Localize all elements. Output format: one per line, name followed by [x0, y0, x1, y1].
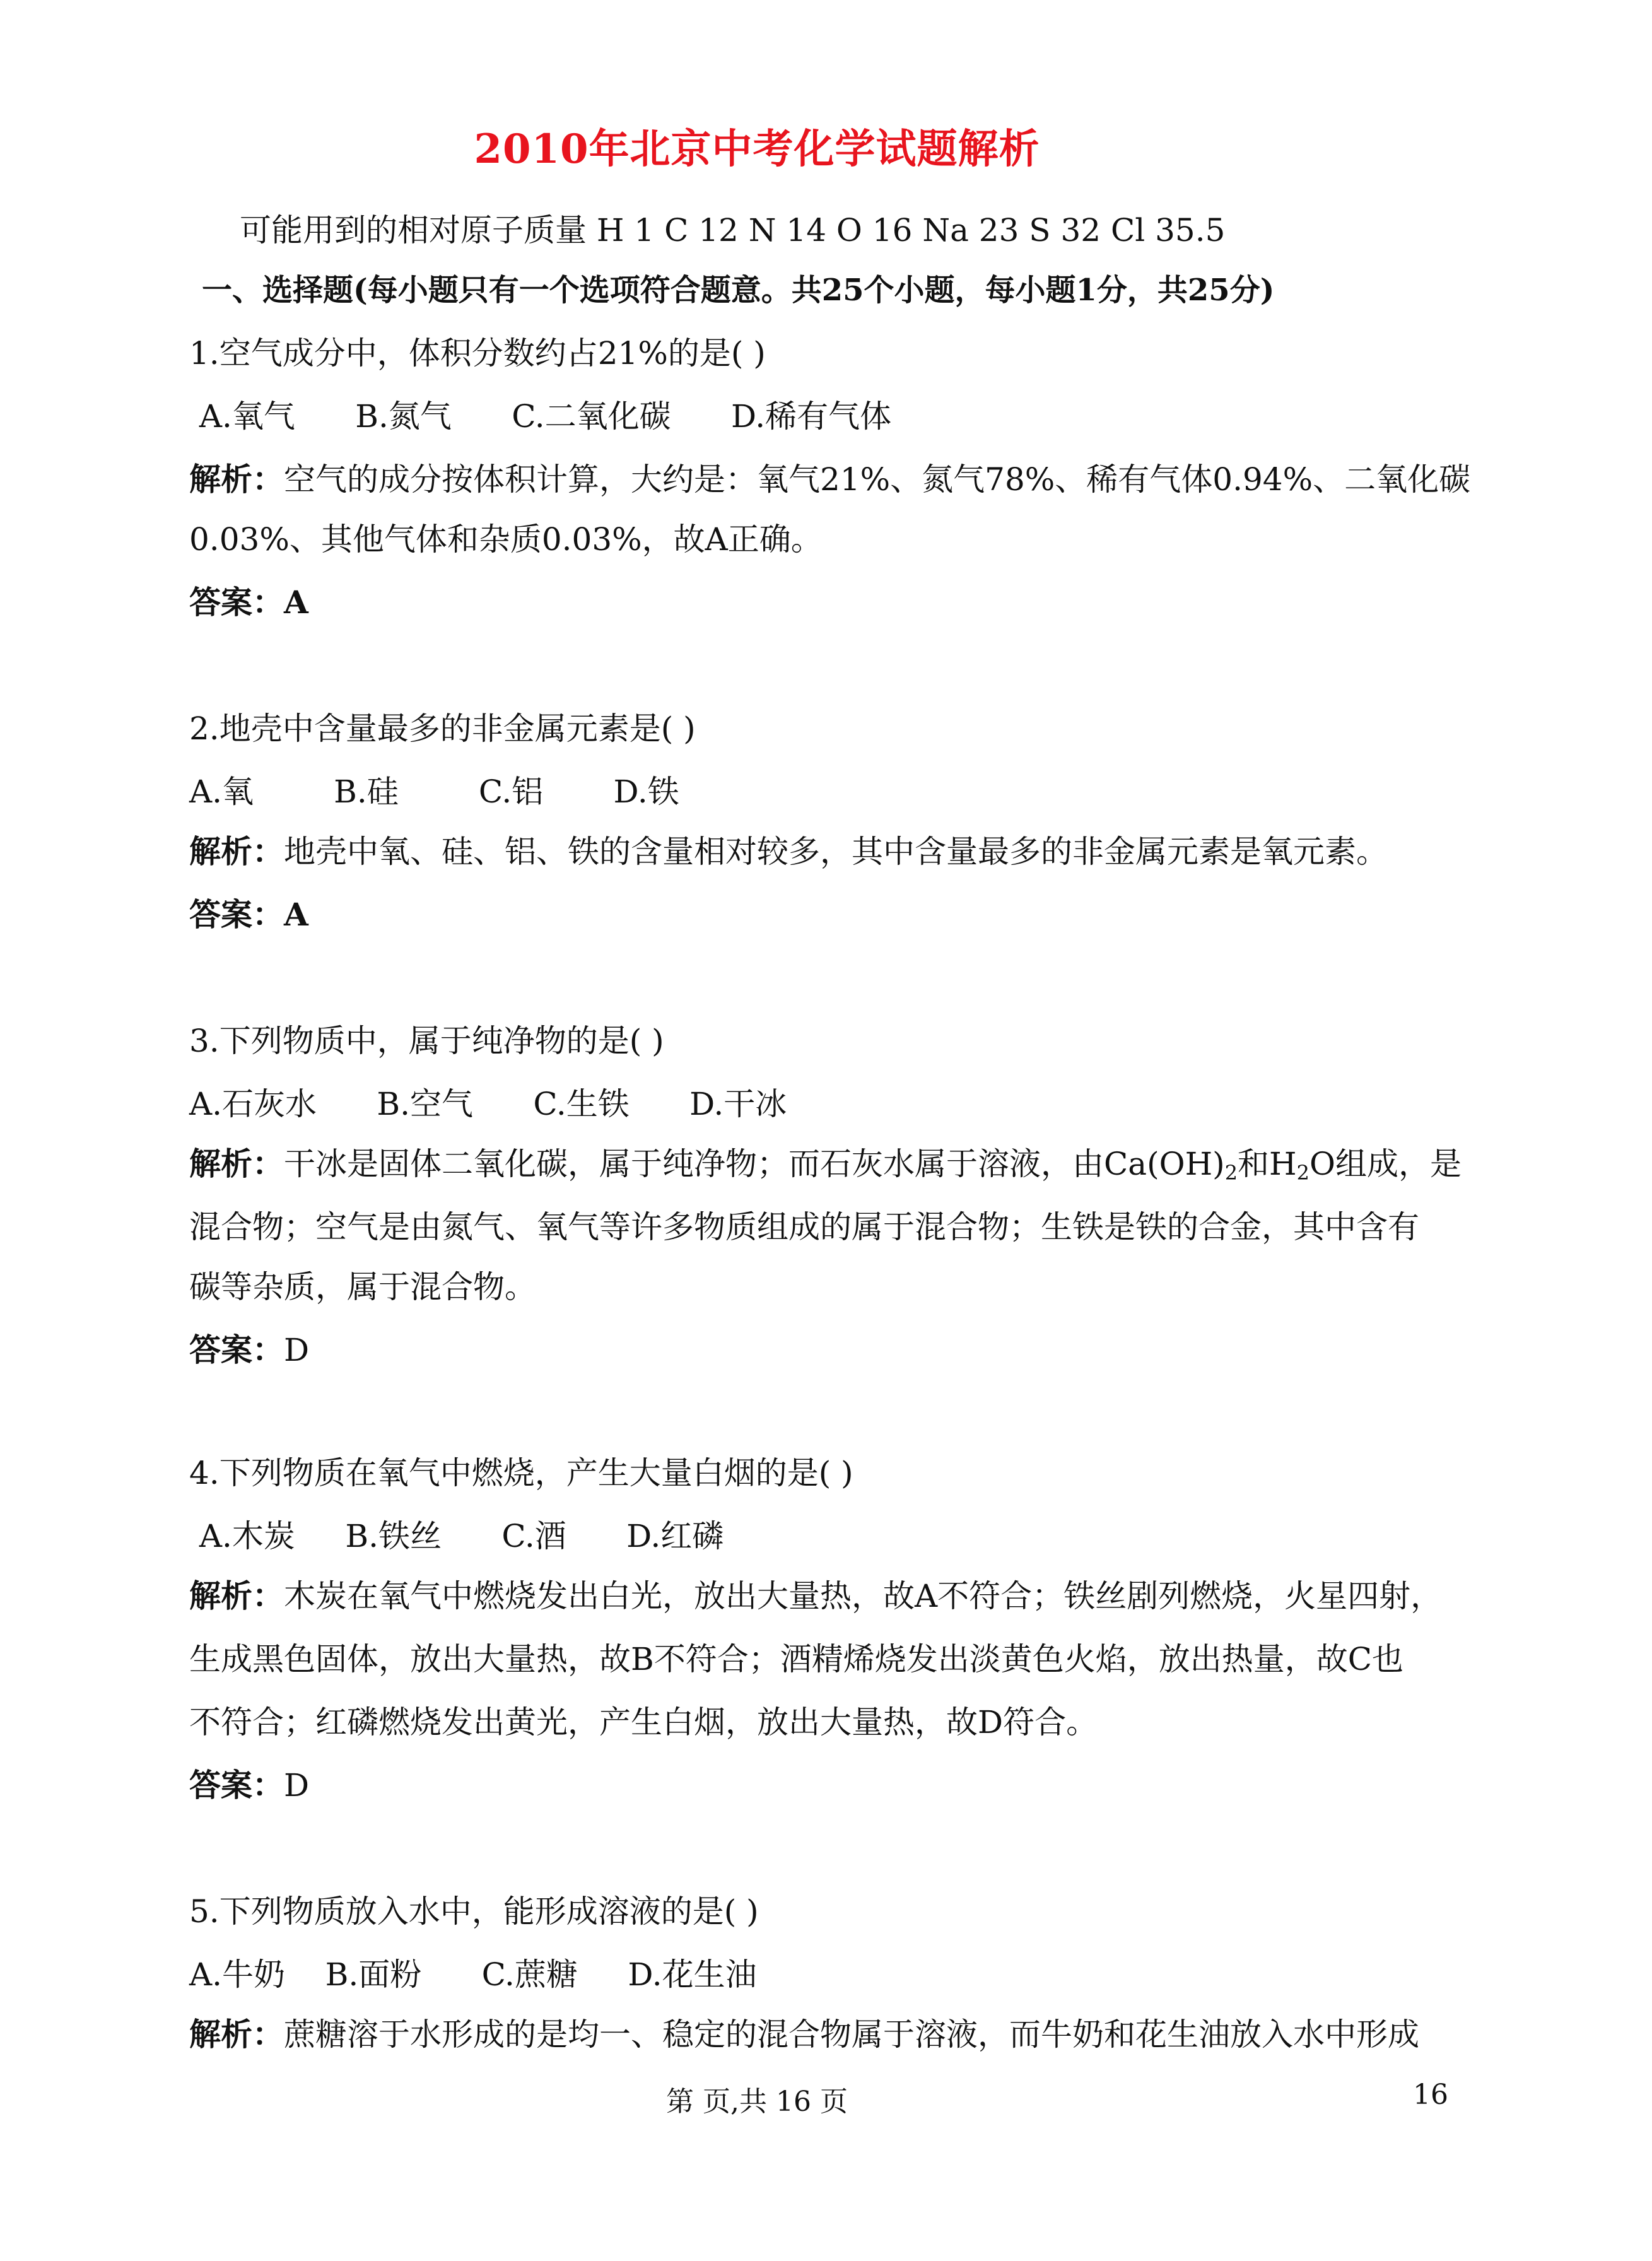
analysis-label: 解析：	[189, 1145, 284, 1182]
question-4-analysis-line-1	[189, 1574, 1489, 1618]
question-2-answer	[189, 893, 1489, 937]
question-5-options: A.牛奶 B.面粉 C.蔗糖 D.花生油	[189, 1956, 757, 1993]
question-1-answer	[189, 580, 1489, 625]
question-3-analysis-line-2: 混合物；空气是由氮气、氧气等许多物质组成的属于混合物；生铁是铁的合金，其中含有	[189, 1209, 1419, 1245]
question-1-analysis-line-1	[189, 457, 1489, 502]
question-1-stem: 1.空气成分中，体积分数约占21%的是( )	[189, 335, 766, 372]
question-3-stem: 3.下列物质中，属于纯净物的是( )	[189, 1023, 664, 1059]
answer-label: 答案：	[189, 1766, 284, 1804]
question-1-analysis-line-2: 0.03%、其他气体和杂质0.03%，故A正确。	[189, 521, 823, 558]
question-2-stem: 2.地壳中含量最多的非金属元素是( )	[189, 710, 696, 747]
analysis-label: 解析：	[189, 2016, 284, 2053]
analysis-text: 干冰是固体二氧化碳，属于纯净物；而石灰水属于溶液，由Ca(OH)	[284, 1146, 1225, 1182]
question-3-analysis-line-1	[189, 1142, 1489, 1186]
answer-value: D	[284, 1332, 310, 1368]
analysis-text: 木炭在氧气中燃烧发出白光，放出大量热，故A不符合；铁丝剧列燃烧，火星四射，	[284, 1578, 1443, 1614]
question-3-answer	[189, 1328, 1489, 1372]
question-3-analysis-line-3: 碳等杂质，属于混合物。	[189, 1269, 536, 1305]
question-4-options: A.木炭 B.铁丝 C.酒 D.红磷	[189, 1518, 724, 1554]
analysis-text: O组成，是	[1309, 1146, 1462, 1182]
analysis-label: 解析：	[189, 1577, 284, 1614]
section-header: 一、选择题(每小题只有一个选项符合题意。共25个小题，每小题1分，共25分)	[202, 273, 1275, 308]
answer-value: A	[284, 896, 308, 933]
answer-value: A	[284, 584, 308, 621]
question-1-options: A.氧气 B.氮气 C.二氧化碳 D.稀有气体	[189, 398, 892, 435]
page-number: 16	[1413, 2079, 1448, 2111]
question-2-analysis-line-1	[189, 830, 1489, 874]
analysis-text: 和H	[1238, 1146, 1297, 1182]
answer-value: D	[284, 1767, 310, 1804]
question-4-analysis-line-2: 生成黑色固体，放出大量热，故B不符合；酒精烯烧发出淡黄色火焰，放出热量，故C也	[189, 1641, 1403, 1677]
question-4-analysis-line-3: 不符合；红磷燃烧发出黄光，产生白烟，放出大量热，故D符合。	[189, 1704, 1098, 1741]
question-2-options: A.氧 B.硅 C.铝 D.铁	[189, 773, 679, 810]
atomic-masses-line: 可能用到的相对原子质量 H 1 C 12 N 14 O 16 Na 23 S 32 Cl 35.5	[240, 212, 1226, 249]
analysis-label: 解析：	[189, 461, 284, 498]
page-footer: 第 页,共 16 页	[666, 2086, 848, 2118]
answer-label: 答案：	[189, 1331, 284, 1368]
subscript: 2	[1224, 1161, 1238, 1185]
analysis-text: 空气的成分按体积计算，大约是：氧气21%、氮气78%、稀有气体0.94%、二氧化碳	[284, 461, 1471, 498]
answer-label: 答案：	[189, 584, 284, 621]
analysis-label: 解析：	[189, 833, 284, 870]
page-title: 2010年北京中考化学试题解析	[474, 126, 1040, 173]
question-5-stem: 5.下列物质放入水中，能形成溶液的是( )	[189, 1893, 759, 1930]
answer-label: 答案：	[189, 896, 284, 933]
analysis-text: 地壳中氧、硅、铝、铁的含量相对较多，其中含量最多的非金属元素是氧元素。	[284, 833, 1388, 870]
question-4-answer	[189, 1763, 1489, 1807]
analysis-text: 蔗糖溶于水形成的是均一、稳定的混合物属于溶液，而牛奶和花生油放入水中形成	[284, 2016, 1419, 2053]
question-4-stem: 4.下列物质在氧气中燃烧，产生大量白烟的是( )	[189, 1455, 853, 1491]
subscript: 2	[1296, 1161, 1310, 1185]
question-3-options: A.石灰水 B.空气 C.生铁 D.干冰	[189, 1086, 787, 1122]
question-5-analysis-line-1	[189, 2012, 1489, 2057]
